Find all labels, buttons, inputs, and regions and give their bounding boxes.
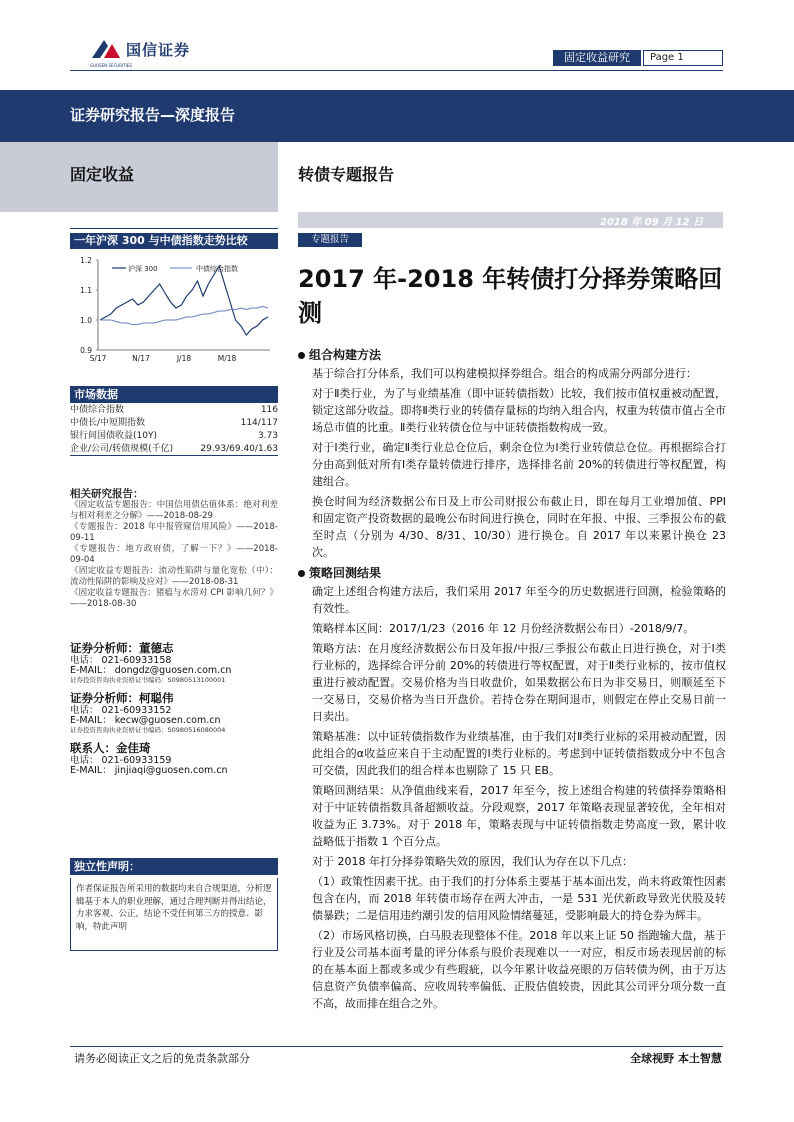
analyst-cert: 证券投资咨询执业资格证书编码：S0980513100001 (70, 676, 226, 684)
legend-label-hs300: 沪深 300 (128, 265, 158, 273)
analyst-phone: 电话： 021-60933158 (70, 655, 172, 666)
row-value: 3.73 (257, 431, 278, 441)
report-date: 2018 年 09 月 12 日 (600, 217, 704, 228)
x-tick-label: N/17 (132, 354, 150, 363)
series-line (100, 307, 268, 325)
report-category-tag: 固定收益研究 (553, 50, 641, 66)
analyst-email[interactable]: E-MAIL： jinjiaqi@guosen.com.cn (70, 765, 228, 776)
analyst-phone: 电话： 021-60933159 (70, 755, 172, 766)
sector-label: 固定收益 (70, 165, 135, 184)
paragraph: （1）政策性因素干扰。由于我们的打分体系主要基于基本面出发，尚未将政策性因素包含在内，而 2018 年转债市场存在两大冲击，一是 531 光伏新政导致光伏股及转债暴跌；二是信用违约潮引发的信用风险情绪蔓延，受影响最大的持仓券为辉丰。 (312, 875, 726, 922)
guosen-logo-icon (90, 36, 122, 62)
row-value: 29.93/69.40/1.63 (200, 444, 278, 454)
index-comparison-chart (70, 252, 278, 372)
y-tick-label: 0.9 (80, 346, 92, 355)
related-report-link[interactable]: 《固定收益专题报告：流动性陷阱与量化宽松（中）：流动性陷阱的影响及应对》——2018-08-31 (70, 566, 278, 587)
x-tick-label: M/18 (217, 354, 237, 363)
analyst-name: 证券分析师：董德志 (70, 641, 174, 655)
related-report-link[interactable]: 《固定收益专题报告：中国信用债估值体系：绝对利差与相对利差之分解》——2018-08-29 (70, 500, 278, 521)
article-body (298, 346, 726, 1015)
paragraph: 确定上述组合构建方法后，我们采用 2017 年至今的历史数据进行回测，检验策略的有效性。 (312, 585, 726, 615)
paragraph: （2）市场风格切换，白马股表现整体不佳。2018 年以来上证 50 指跑输大盘，基于行业及公司基本面考量的评分体系与股价表现难以一一对应，相反市场表现居前的标的在基本面上都或多或少有些瑕疵，以今年累计收益亮眼的万信转债为例，由于万达信息资产负债率偏高、应收周转率偏低、正股估值较贵，因此其公司评分项分数一直不高，故而排在组合之外。 (312, 929, 726, 1010)
analyst-name: 证券分析师：柯聪伟 (70, 691, 174, 705)
series-line (100, 266, 268, 335)
row-label: 中债综合指数 (70, 405, 125, 415)
analyst-email[interactable]: E-MAIL： dongdz@guosen.com.cn (70, 665, 232, 676)
market-data-heading: 市场数据 (70, 386, 278, 403)
bullet-icon (298, 352, 305, 359)
paragraph: 换仓时间为经济数据公布日及上市公司财报公布截止日，即在每月工业增加值、PPI 和固定资产投资数据的最晚公布时间进行换仓，同时在年报、中报、三季报公布的截至时点（分别为 4/30、8/31、10/30）进行换仓。自 2017 年以来累计换仓 23 次。 (312, 495, 726, 559)
page-number: Page 1 (643, 50, 723, 66)
analyst-cert: 证券投资咨询执业资格证书编码：S0980516080004 (70, 726, 226, 734)
related-reports-list (70, 500, 278, 610)
slogan: 全球视野 本土智慧 (630, 1052, 722, 1065)
analyst-email[interactable]: E-MAIL： kecw@guosen.com.cn (70, 715, 221, 726)
analyst-block (70, 690, 290, 734)
paragraph: 对于Ⅱ类行业，为了与业绩基准（即中证转债指数）比较，我们按市值权重被动配置，锁定这部分收益。即将Ⅱ类行业的转债存量标的均纳入组合内，权重为转债市值占全市场总市值的比重。Ⅱ类行业转债仓位与中证转债指数构成一致。 (312, 387, 726, 434)
sector-band (0, 142, 278, 212)
related-report-link[interactable]: 《专题报告：地方政府债，了解一下？》——2018-09-04 (70, 544, 278, 565)
paragraph: 策略基准：以中证转债指数作为业绩基准，由于我们对Ⅱ类行业标的采用被动配置，因此组合的α收益应来自于主动配置的Ⅰ类行业标的。考虑到中证转债指数成分中不包含可交债，因此我们的组合样本也剔除了 15 只 EB。 (312, 730, 726, 777)
disclaimer-note: 请务必阅读正文之后的免责条款部分 (74, 1052, 250, 1065)
analyst-phone: 电话： 021-60933152 (70, 705, 172, 716)
x-tick-label: S/17 (89, 354, 107, 363)
contact-name: 联系人：金佳琦 (70, 741, 151, 755)
row-value: 114/117 (240, 418, 278, 428)
bullet-icon (298, 570, 305, 577)
paragraph: 对于Ⅰ类行业，确定Ⅱ类行业总仓位后，剩余仓位为Ⅰ类行业转债总仓位。再根据综合打分由高到低对所有Ⅰ类存量转债进行排序，选择排名前 20%的转债进行等权配置，构建组合。 (312, 441, 726, 488)
logo-subtext: GUOSEN SECURITIES (90, 63, 132, 68)
related-report-link[interactable]: 《固定收益专题报告：猪瘟与水涝对 CPI 影响几何？》——2018-08-30 (70, 588, 278, 609)
analyst-block (70, 640, 290, 684)
row-label: 中债长/中短期指数 (70, 418, 146, 428)
topic-tag: 专题报告 (298, 233, 362, 247)
article-title: 2017 年-2018 年转债打分择券策略回测 (298, 265, 723, 327)
row-label: 银行间国债收益(10Y) (70, 431, 157, 441)
header-divider (70, 70, 723, 71)
paragraph: 策略样本区间：2017/1/23（2016 年 12 月份经济数据公布日）-2018/9/7。 (312, 622, 695, 635)
y-tick-label: 1.1 (80, 286, 92, 295)
section-heading-text: 组合构建方法 (309, 348, 382, 362)
independence-heading: 独立性声明： (70, 858, 278, 875)
x-tick-label: J/18 (176, 354, 192, 363)
section-heading (298, 346, 726, 363)
market-data-table (70, 404, 278, 456)
legend-label-bond: 中债综合指数 (196, 265, 238, 273)
paragraph: 基于综合打分体系，我们可以构建模拟择券组合。组合的构成需分两部分进行： (312, 367, 697, 380)
row-label: 企业/公司/转债规模(千亿) (70, 444, 174, 454)
table-row (70, 404, 278, 417)
left-divider (70, 228, 278, 229)
related-reports-heading: 相关研究报告： (70, 488, 144, 500)
report-type-label: 证券研究报告—深度报告 (70, 106, 236, 124)
table-row (70, 417, 278, 430)
section-heading (298, 564, 726, 581)
related-report-link[interactable]: 《专题报告：2018 年中报管窥信用风险》——2018-09-11 (70, 522, 278, 543)
paragraph: 对于 2018 年打分择券策略失效的原因，我们认为存在以下几点： (312, 855, 633, 868)
logo-text: 国信证券 (126, 41, 191, 59)
row-value: 116 (260, 405, 278, 415)
table-row (70, 443, 278, 456)
analyst-block (70, 740, 290, 776)
paragraph: 策略方法：在月度经济数据公布日及年报/中报/三季报公布截止日进行换仓，对于Ⅰ类行业标的，选择综合评分前 20%的转债进行等权配置，对于Ⅱ类行业标的，按市值权重进行被动配置。交易价格为当日收盘价，如果数据公布日为非交易日，则顺延至下一交易日，交易价格为当日开盘价。若持仓券在期间退市，则假定在停止交易日前一日卖出。 (312, 642, 726, 723)
paragraph: 策略回测结果：从净值曲线来看，2017 年至今，按上述组合构建的转债择券策略相对于中证转债指数具备超额收益。分段观察，2017 年策略表现显著较优，全年相对收益为正 3.73%。对于 2018 年，策略表现与中证转债指数走势高度一致，累计收益略低于指数 1 个百分点。 (312, 784, 726, 848)
y-tick-label: 1.2 (80, 256, 92, 265)
analyst-contacts (70, 640, 290, 776)
independence-text: 作者保证报告所采用的数据均来自合规渠道，分析逻辑基于本人的职业理解，通过合理判断并得出结论，力求客观、公正，结论不受任何第三方的授意、影响，特此声明 (76, 884, 272, 932)
section-heading-text: 策略回测结果 (309, 566, 382, 580)
chart-title: 一年沪深 300 与中债指数走势比较 (70, 233, 278, 249)
table-row (70, 430, 278, 443)
report-series-label: 转债专题报告 (298, 165, 395, 184)
footer-divider (70, 1046, 723, 1047)
y-tick-label: 1.0 (80, 316, 92, 325)
